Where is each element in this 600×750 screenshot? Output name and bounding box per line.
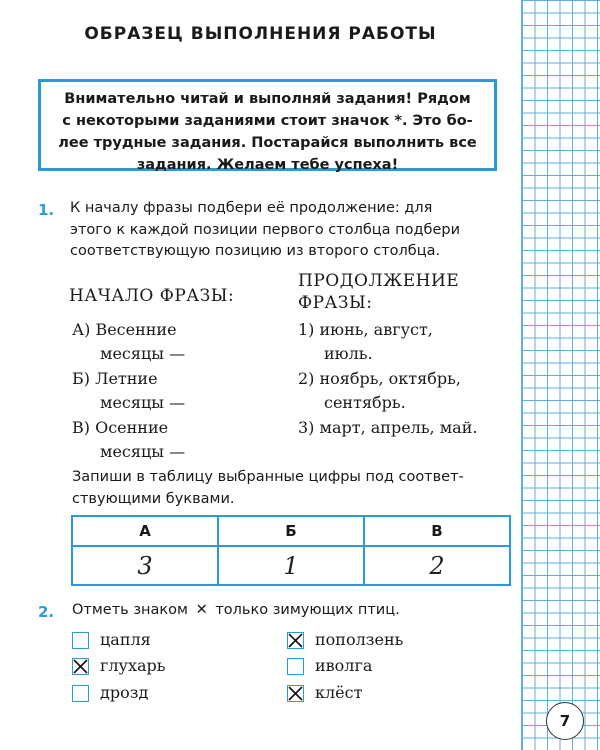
page-number: 7 [546,702,584,740]
task1-number: 1. [38,201,55,219]
phrase-start-text: А) Весенние [72,320,177,339]
graph-paper-margin [521,0,600,750]
bird-label: глухарь [100,656,166,675]
checkbox-1[interactable] [72,632,89,649]
cross-mark-icon: ✕ [195,602,208,618]
phrase-end-2 [298,367,461,415]
phrase-end-text: сентябрь. [324,393,406,412]
task2-text: Отметь знаком [72,602,188,618]
right-header-line: ФРАЗЫ: [298,293,373,313]
table-header-b: Б [218,516,364,546]
instruction-line: ствующими буквами. [72,490,235,507]
answer-cell-c[interactable]: 2 [364,546,510,585]
phrase-end-text: 1) июнь, август, [298,320,433,339]
phrase-start-text: месяцы — [100,442,186,461]
bird-label: цапля [100,630,151,649]
instruction-line: Запиши в таблицу выбранные цифры под соответ- [72,469,464,485]
phrase-start-text: В) Осенние [72,418,169,437]
bird-label: клёст [315,683,363,702]
task2-text: только зимующих птиц. [215,602,400,618]
phrase-end-1 [298,318,433,366]
checkbox-6[interactable] [287,685,304,702]
phrase-end-text: 3) март, апрель, май. [298,418,478,437]
task1-line: соответствующую позицию из второго столбца. [70,243,441,259]
phrase-start-a [72,318,185,366]
answer-cell-a[interactable]: 3 [72,546,218,585]
page-title: ОБРАЗЕЦ ВЫПОЛНЕНИЯ РАБОТЫ [84,24,437,44]
intro-line: Внимательно читай и выполняй задания! Рядом [64,91,471,107]
left-column-header: НАЧАЛО ФРАЗЫ: [69,286,235,306]
intro-line: лее трудные задания. Постарайся выполнить все [58,135,477,151]
checkbox-3[interactable] [72,685,89,702]
phrase-end-3 [298,416,477,440]
bird-label: поползень [315,630,404,649]
task1-instruction [72,467,517,510]
checkbox-5[interactable] [287,658,304,675]
task1-statement [70,198,520,263]
checkbox-4[interactable] [287,632,304,649]
right-header-line: ПРОДОЛЖЕНИЕ [298,271,460,291]
phrase-start-b [72,367,185,415]
checkbox-2[interactable] [72,658,89,675]
answer-table [71,515,511,586]
task2-number: 2. [38,603,55,621]
task1-line: этого к каждой позиции первого столбца подбери [70,221,461,238]
bird-label: иволга [315,656,373,675]
task2-statement [72,600,517,622]
phrase-start-text: месяцы — [100,393,186,412]
right-column-header [298,270,459,314]
phrase-end-text: 2) ноябрь, октябрь, [298,369,461,388]
bird-label: дрозд [100,683,149,702]
table-header-c: В [364,516,510,546]
task1-line: К началу фразы подбери её продолжение: для [70,200,433,216]
phrase-start-text: Б) Летние [72,369,158,388]
intro-line: с некоторыми заданиями стоит значок *. Это бо- [62,113,473,129]
table-header-a: А [72,516,218,546]
phrase-start-c [72,416,185,464]
intro-box [38,79,497,171]
phrase-end-text: июль. [324,344,373,363]
phrase-start-text: месяцы — [100,344,186,363]
answer-cell-b[interactable]: 1 [218,546,364,585]
intro-line: задания. Желаем тебе успеха! [136,157,399,173]
